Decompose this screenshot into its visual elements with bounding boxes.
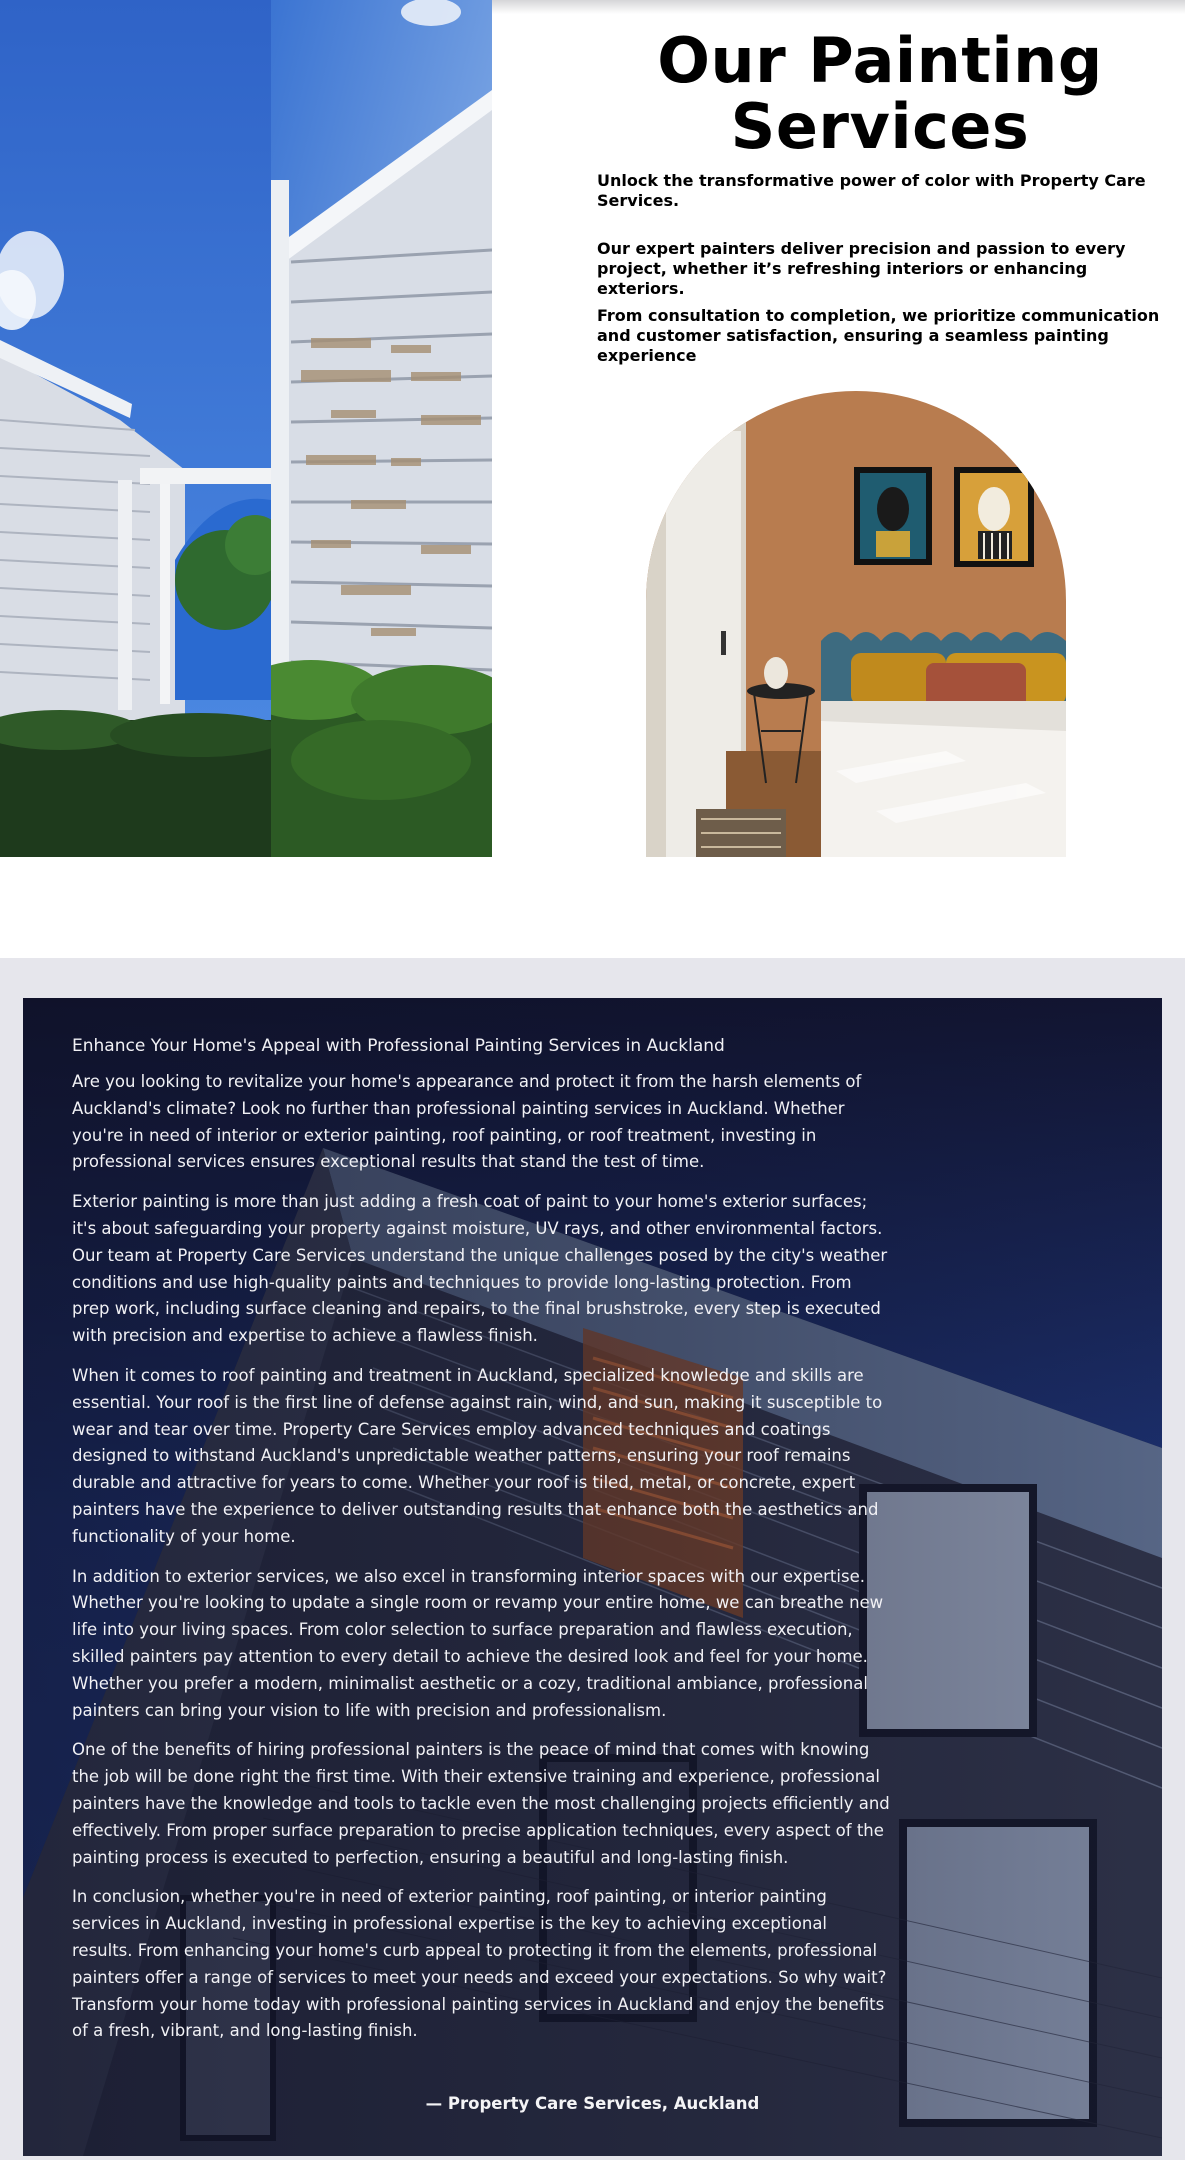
article-card bbox=[23, 998, 1162, 2156]
article-paragraph: In conclusion, whether you're in need of exterior painting, roof painting, or interior painting services in Auckland, investing in professional expertise is the key to achieving exceptional results. From enhancing your home's curb appeal to protecting it from the elements, professional painters offer a range of services to meet your needs and exceed your expectations. So why wait? Transform your home today with professional painting services in Auckland and enjoy the benefits of a fresh, vibrant, and long-lasting finish. bbox=[72, 1887, 887, 2041]
article-signature: — Property Care Services, Auckland bbox=[425, 2094, 760, 2113]
intro-paragraph-3: From consultation to completion, we prioritize communication and customer satisfaction, ensuring a seamless painting experience bbox=[597, 306, 1160, 365]
intro-paragraph-1: Unlock the transformative power of color with Property Care Services. bbox=[597, 171, 1146, 210]
article-paragraph: When it comes to roof painting and treatment in Auckland, specialized knowledge and skills are essential. Your roof is the first line of defense against rain, wind, and sun, making it susceptible to wear and tear over time. Property Care Services employ advanced techniques and coatings designed to withstand Auckland's unpredictable weather patterns, ensuring your roof remains durable and attractive for years to come. Whether your roof is tiled, metal, or concrete, expert painters have the experience to deliver outstanding results that enhance both the aesthetics and functionality of your home. bbox=[72, 1365, 883, 1546]
weatherboard-photo bbox=[271, 0, 492, 857]
intro-paragraph-2: Our expert painters deliver precision and passion to every project, whether it’s refreshing interiors or enhancing exteriors. bbox=[597, 239, 1126, 298]
article-body bbox=[72, 1034, 892, 2058]
title-line-2: Services bbox=[730, 90, 1030, 163]
title-line-1: Our Painting bbox=[657, 24, 1103, 97]
page-title bbox=[600, 24, 1160, 163]
top-shadow bbox=[492, 0, 1185, 14]
article-paragraph: One of the benefits of hiring professional painters is the peace of mind that comes with knowing the job will be done right the first time. With their extensive training and experience, professional painters have the knowledge and tools to tackle even the most challenging projects efficiently and effectively. From proper surface preparation to precise application techniques, every aspect of the painting process is executed to perfection, ensuring a beautiful and long-lasting finish. bbox=[72, 1740, 890, 1867]
house-exterior-photo bbox=[0, 0, 271, 857]
article-heading: Enhance Your Home's Appeal with Professional Painting Services in Auckland bbox=[72, 1036, 725, 1056]
article-paragraph: Are you looking to revitalize your home's appearance and protect it from the harsh elements of Auckland's climate? Look no further than professional painting services in Auckland. Whether you're in need of interior or exterior painting, roof painting, or roof treatment, investing in professional services ensures exceptional results that stand the test of time. bbox=[72, 1072, 862, 1172]
bedroom-arch-photo bbox=[646, 391, 1066, 857]
article-paragraph: Exterior painting is more than just adding a fresh coat of paint to your home's exterior surfaces; it's about safeguarding your property against moisture, UV rays, and other environmental factors. Our team at Property Care Services understand the unique challenges posed by the city's weather conditions and use high-quality paints and techniques to provide long-lasting protection. From prep work, including surface cleaning and repairs, to the final brushstroke, every step is executed with precision and expertise to achieve a flawless finish. bbox=[72, 1192, 888, 1346]
article-paragraph: In addition to exterior services, we also excel in transforming interior spaces with our expertise. Whether you're looking to update a single room or revamp your entire home, we can breathe new life into your living spaces. From color selection to surface preparation and flawless execution, skilled painters pay attention to every detail to achieve the desired look and feel for your home. Whether you prefer a modern, minimalist aesthetic or a cozy, traditional ambiance, professional painters can bring your vision to life with precision and professionalism. bbox=[72, 1566, 884, 1720]
hero-section bbox=[0, 0, 1185, 958]
